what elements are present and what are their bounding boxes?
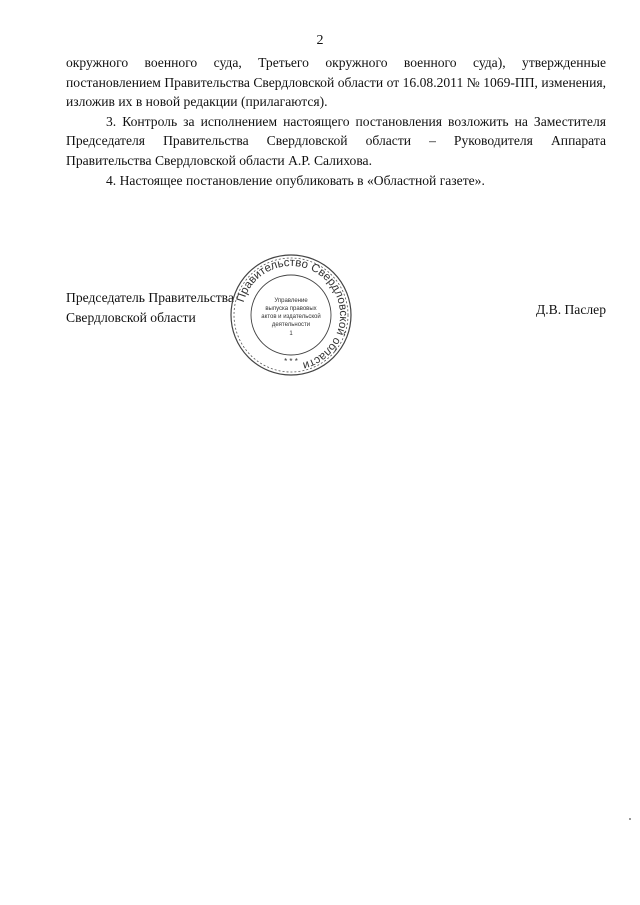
paragraph-continuation: окружного военного суда, Третьего окружного военного суда), утвержденные постановлением Правительства Свердловской области от 16.08.2011 № 1069-ПП, изменения, изложив их в новой редакции (прилагаются). bbox=[66, 55, 606, 110]
paragraph-3: 3. Контроль за исполнением настоящего постановления возложить на Заместителя Председателя Правительства Свердловской области – Руководителя Аппарата Правительства Свердловской области А.Р. Салихова. bbox=[66, 113, 606, 168]
seal-center-line5: 1 bbox=[289, 331, 293, 337]
document-body bbox=[66, 53, 606, 190]
page-number: 2 bbox=[316, 33, 324, 48]
seal-center-line4: деятельности bbox=[271, 322, 311, 328]
scan-speck bbox=[629, 818, 631, 820]
seal-ring-text: Правительство Свердловской области bbox=[234, 256, 350, 372]
signatory-title bbox=[66, 288, 234, 327]
seal-center-line1: Управление bbox=[274, 298, 308, 304]
signatory-title-line2: Свердловской области bbox=[66, 309, 196, 325]
paragraph-4: 4. Настоящее постановление опубликовать в «Областной газете». bbox=[106, 172, 485, 188]
official-seal bbox=[228, 252, 354, 378]
seal-center-line3: актов и издательской bbox=[261, 314, 321, 320]
seal-center-line2: выпуска правовых bbox=[265, 306, 317, 312]
seal-stars: * * * bbox=[284, 357, 298, 366]
signatory-name: Д.В. Паслер bbox=[535, 302, 606, 317]
signatory-title-line1: Председатель Правительства bbox=[66, 290, 234, 305]
